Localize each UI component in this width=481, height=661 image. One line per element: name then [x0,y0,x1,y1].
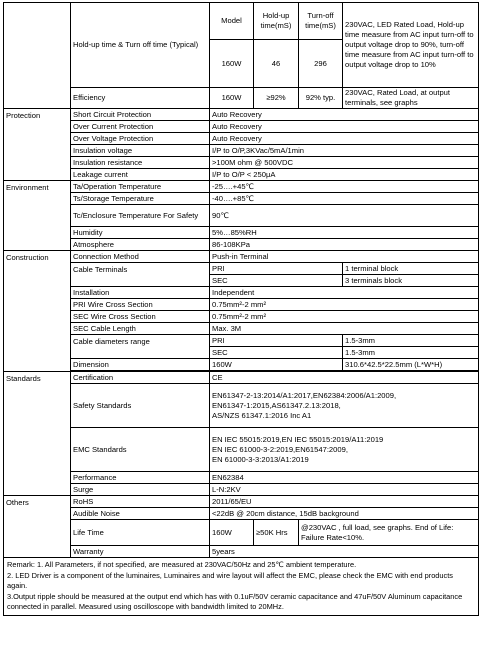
dimension-value: 310.6*42.5*22.5mm (L*W*H) [343,359,479,371]
spec-label: Certification [71,372,210,384]
spec-value: 90℃ [210,205,479,227]
spec-label: Cable diameters range [71,335,210,359]
spec-label: Installation [71,287,210,299]
spec-value: -40….+85℃ [210,193,479,205]
spec-label: RoHS [71,496,210,508]
spec-value: I/P to O/P,3KVac/5mA/1min [210,145,479,157]
efficiency-model: 160W [210,88,254,109]
spec-label: Atmosphere [71,239,210,251]
spec-value: 0.75mm²-2 mm² [210,311,479,323]
spec-label: PRI Wire Cross Section [71,299,210,311]
spec-label: Short Circuit Protection [71,109,210,121]
life-hours: ≥50K Hrs [254,520,299,546]
spec-label: Audible Noise [71,508,210,520]
emc-line: EN 61000-3-3:2013/A1:2019 [212,454,309,464]
spec-value: Push-in Terminal [210,251,479,263]
spec-label: Humidity [71,227,210,239]
holdup-col-turnoff: Turn-off time(mS) [299,3,343,40]
section-environment: Environment [4,181,71,251]
section-standards: Standards [4,372,71,496]
spec-value: Auto Recovery [210,121,479,133]
spec-label: Performance [71,472,210,484]
remark-2: 2. LED Driver is a component of the luminaires, Luminaires and wire layout will affect the EMC, please check the EMC with end products again. [7,571,453,590]
spec-value: 5%…85%RH [210,227,479,239]
emc-standards-list [210,428,479,472]
cable-type: PRI [210,263,343,275]
efficiency-label: Efficiency [71,88,210,109]
spec-table [3,2,479,616]
spec-label: SEC Cable Length [71,323,210,335]
remark-3: 3.Output ripple should be measured at the output end which has with 0.1uF/50V ceramic capacitance and 47uF/50V Aluminum capacitance connected in parallel. Measured using oscilloscope with bandwidth limited to 20MHz. [7,592,463,611]
efficiency-typ: 92% typ. [299,88,343,109]
holdup-col-holdup: Hold-up time(mS) [254,3,299,40]
spec-label: Leakage current [71,169,210,181]
spec-value: >100M ohm @ 500VDC [210,157,479,169]
emc-line: EN IEC 61000-3-2:2019,EN61547:2009, [212,444,348,454]
diam-value: 1.5-3mm [343,335,479,347]
spec-label: Tc/Enclosure Temperature For Safety [71,205,210,227]
spec-value: Independent [210,287,479,299]
spec-label: EMC Standards [71,428,210,472]
section-others: Others [4,496,71,558]
cable-type: SEC [210,275,343,287]
spec-value: EN62384 [210,472,479,484]
spec-label: Cable Terminals [71,263,210,287]
holdup-col-model: Model [210,3,254,40]
safety-line: EN61347-2-13:2014/A1:2017,EN62384:2006/A1:2009, [212,390,397,400]
life-note: @230VAC , full load, see graphs. End of Life: Failure Rate<10%. [299,520,479,546]
spec-label: Warranty [71,546,210,558]
spec-label: Insulation voltage [71,145,210,157]
cable-value: 1 terminal block [343,263,479,275]
remarks [4,558,479,616]
spec-label: Dimension [71,359,210,371]
efficiency-min: ≥92% [254,88,299,109]
holdup-value: 46 [254,40,299,88]
section-construction: Construction [4,251,71,372]
spec-value: L-N:2KV [210,484,479,496]
spec-value: Max. 3M [210,323,479,335]
safety-line: EN61347-1:2015,AS61347.2.13:2018, [212,400,341,410]
spec-label: Safety Standards [71,384,210,428]
spec-label: Life Time [71,520,210,546]
cable-value: 3 terminals block [343,275,479,287]
spec-label: Over Voltage Protection [71,133,210,145]
spec-label: Over Current Protection [71,121,210,133]
efficiency-note: 230VAC, Rated Load, at output terminals, see graphs [343,88,479,109]
spec-value: 0.75mm²-2 mm² [210,299,479,311]
diam-value: 1.5-3mm [343,347,479,359]
spec-value: <22dB @ 20cm distance, 15dB background [210,508,479,520]
life-model: 160W [210,520,254,546]
spec-value: Auto Recovery [210,109,479,121]
spec-label: SEC Wire Cross Section [71,311,210,323]
spec-value: Auto Recovery [210,133,479,145]
spec-value: I/P to O/P < 250μA [210,169,479,181]
turnoff-value: 296 [299,40,343,88]
holdup-note: 230VAC, LED Rated Load, Hold-up time measure from AC input turn-off to output voltage drop to 90%, turn-off time measure from AC input turn-off to output voltage drop to 10% [343,3,479,88]
section-cell-top [4,3,71,109]
remark-1: Remark: 1. All Parameters, if not specified, are measured at 230VAC/50Hz and 25℃ ambient temperature. [7,560,357,569]
spec-label: Ts/Storage Temperature [71,193,210,205]
diam-type: SEC [210,347,343,359]
spec-value: -25….+45℃ [210,181,479,193]
safety-line: AS/NZS 61347.1:2016 Inc A1 [212,410,312,420]
spec-value: CE [210,372,479,384]
dimension-model: 160W [210,359,343,371]
holdup-model: 160W [210,40,254,88]
spec-label: Ta/Operation Temperature [71,181,210,193]
holdup-label: Hold-up time & Turn off time (Typical) [71,3,210,88]
spec-label: Insulation resistance [71,157,210,169]
spec-value: 86-108KPa [210,239,479,251]
spec-label: Surge [71,484,210,496]
spec-value: 5years [210,546,479,558]
section-protection: Protection [4,109,71,181]
emc-line: EN IEC 55015:2019,EN IEC 55015:2019/A11:2019 [212,434,384,444]
spec-value: 2011/65/EU [210,496,479,508]
safety-standards-list [210,384,479,428]
spec-label: Connection Method [71,251,210,263]
diam-type: PRI [210,335,343,347]
